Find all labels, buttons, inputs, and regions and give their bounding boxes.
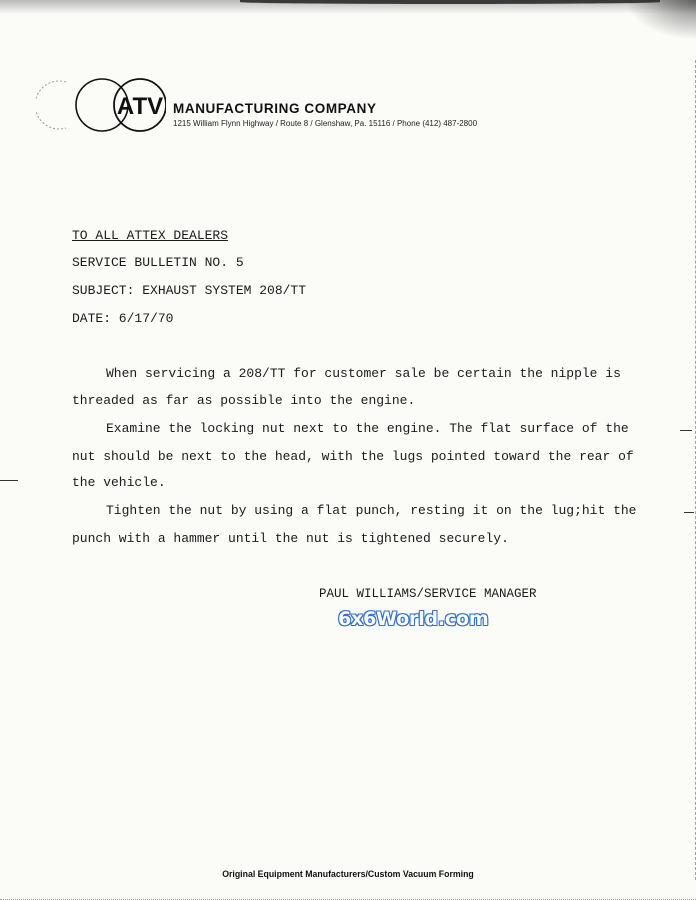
paragraph-2-line-2: nut should be next to the head, with the lugs pointed toward the rear of xyxy=(72,449,634,464)
footer-tagline: Original Equipment Manufacturers/Custom Vacuum Forming xyxy=(222,869,474,880)
paragraph-2-line-3: the vehicle. xyxy=(72,475,166,490)
subject-line: SUBJECT: EXHAUST SYSTEM 208/TT xyxy=(72,283,307,298)
scan-right-edge xyxy=(691,60,696,880)
paragraph-2-line-1: Examine the locking nut next to the engine. The flat surface of the xyxy=(106,421,629,436)
atv-logo xyxy=(36,76,166,134)
paragraph-3-line-1: Tighten the nut by using a flat punch, resting it on the lug;hit the xyxy=(106,503,637,518)
scan-mark xyxy=(0,480,18,481)
company-name: MANUFACTURING COMPANY xyxy=(173,101,377,116)
site-watermark: 6x6World.com xyxy=(338,608,489,630)
scan-mark xyxy=(684,512,694,513)
paragraph-1-line-2: threaded as far as possible into the engine. xyxy=(72,393,416,408)
scan-bottom-edge xyxy=(0,893,696,900)
paragraph-3-line-2: punch with a hammer until the nut is tightened securely. xyxy=(72,531,509,546)
paragraph-1-line-1: When servicing a 208/TT for customer sale be certain the nipple is xyxy=(106,366,621,381)
scan-streak xyxy=(240,0,660,4)
signature-line: PAUL WILLIAMS/SERVICE MANAGER xyxy=(319,587,537,601)
company-address: 1215 William Flynn Highway / Route 8 / Glenshaw, Pa. 15116 / Phone (412) 487-2800 xyxy=(173,119,478,128)
date-line: DATE: 6/17/70 xyxy=(72,311,174,326)
logo-text: ATV xyxy=(116,93,164,120)
scan-corner-shadow xyxy=(626,0,696,40)
recipient-line: TO ALL ATTEX DEALERS xyxy=(72,228,229,243)
bulletin-number: SERVICE BULLETIN NO. 5 xyxy=(72,255,244,270)
scan-mark xyxy=(680,430,692,431)
